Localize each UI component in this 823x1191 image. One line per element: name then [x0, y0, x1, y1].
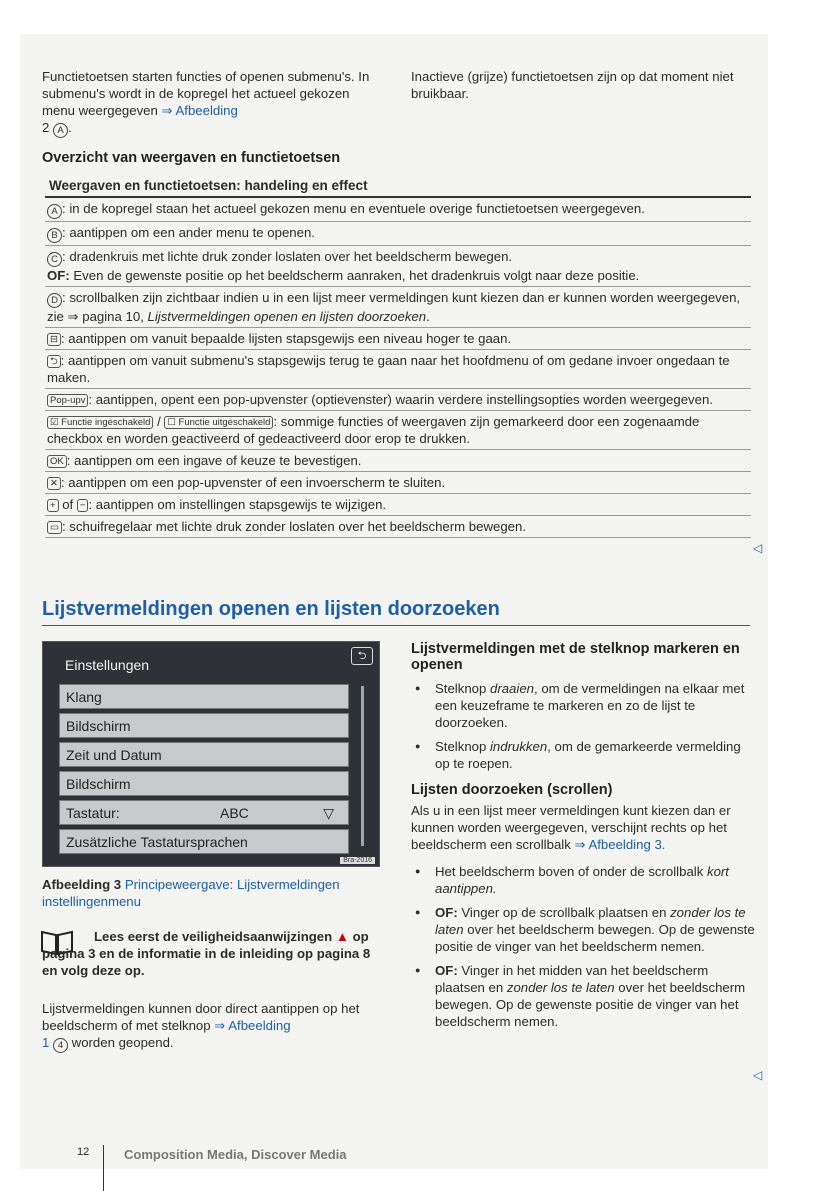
dropdown-icon: ▽: [323, 805, 334, 821]
intro-right: Inactieve (grijze) functietoetsen zijn op dat moment niet bruikbaar.: [411, 69, 734, 101]
level-up-icon: ⊟: [47, 333, 61, 346]
table-row: ☑ Functie ingeschakeld / ☐ Functie uitgeschakeld : sommige functies of weergaven zijn gemarkeerd door een zogenaamde checkbox en worden geactiveerd of gedeactiveerd door erop te drukken.: [45, 411, 751, 450]
functions-table: [45, 178, 751, 538]
table-row: ⊟ : aantippen om vanuit bepaalde lijsten stapsgewijs een niveau hoger te gaan.: [45, 328, 751, 350]
intro-left: Functietoetsen starten functies of openen submenu's. In submenu's wordt in de kopregel het actueel gekozen menu weergegeven ⇒ Afbeelding 2 A .: [42, 69, 370, 136]
footer-title: Composition Media, Discover Media: [124, 1147, 347, 1162]
subheading-mark: Lijstvermeldingen met de stelknop markeren en openen: [411, 641, 740, 673]
list-item: Bildschirm: [59, 771, 349, 796]
close-icon: ✕: [47, 477, 61, 490]
table-row: ▭ : schuifregelaar met lichte druk zonder loslaten over het beeldscherm bewegen.: [45, 516, 751, 538]
table-row: A : in de kopregel staan het actueel gekozen menu en eventuele overige functietoetsen weergegeven.: [45, 198, 751, 222]
list-item: ● OF: Vinger in het midden van het beeldscherm plaatsen en zonder los te laten over het beeldscherm bewegen. Op de gewenste positie de vinger van het beeldscherm nemen.: [411, 962, 756, 1030]
scroll-text: Als u in een lijst meer vermeldingen kunt kiezen dan er kunnen worden weergegeven, verschijnt rechts op het beeldscherm een scrollbalk ⇒ Afbeelding 3.: [411, 803, 731, 852]
continue-arrow-icon: ◁: [753, 1068, 763, 1082]
table-row: OK : aantippen om een ingave of keuze te bevestigen.: [45, 450, 751, 472]
list-item: ● Stelknop indrukken, om de gemarkeerde vermelding op te roepen.: [411, 738, 756, 772]
minus-icon: −: [77, 499, 89, 512]
screen-title: Einstellungen: [65, 657, 150, 673]
continue-arrow-icon: ◁: [753, 541, 763, 555]
warning-icon: ▲: [335, 929, 349, 944]
lists-intro: Lijstvermeldingen kunnen door direct aantippen op het beeldscherm of met stelknop ⇒ Afbeelding 1 4 worden geopend.: [42, 1001, 360, 1051]
subheading-scroll: Lijsten doorzoeken (scrollen): [411, 782, 613, 798]
table-row: ✕ : aantippen om een pop-upvenster of een invoerscherm te sluiten.: [45, 472, 751, 494]
heading-rule: [42, 625, 750, 626]
list-item: Tastatur: ABC ▽: [59, 800, 349, 825]
table-row: C : dradenkruis met lichte druk zonder loslaten over het beeldscherm bewegen. OF: Even de gewenste positie op het beeldscherm aanraken, het dradenkruis volgt naar deze positie.: [45, 246, 751, 287]
list-item: ● Het beeldscherm boven of onder de scrollbalk kort aantippen.: [411, 863, 756, 897]
footer-divider: [103, 1145, 104, 1191]
list-item: Zeit und Datum: [59, 742, 349, 767]
scrollbar: [361, 686, 364, 846]
table-row: B : aantippen om een ander menu te openen.: [45, 222, 751, 246]
table-row: ⮌ : aantippen om vanuit submenu's stapsgewijs terug te gaan naar het hoofdmenu of om gedane invoer ongedaan te maken.: [45, 350, 751, 389]
slider-icon: ▭: [47, 521, 62, 534]
table-row: D : scrollbalken zijn zichtbaar indien u in een lijst meer vermeldingen kunt kiezen dan er kunnen worden weergegeven, zie ⇒ pagina 10, Lijstvermeldingen openen en lijsten doorzoeken.: [45, 287, 751, 328]
list-item: ● Stelknop draaien, om de vermeldingen na elkaar met een keuzeframe te markeren en zo de lijst te doorzoeken.: [411, 680, 756, 731]
table-header: Weergaven en functietoetsen: handeling en effect: [45, 178, 751, 198]
list-item: Klang: [59, 684, 349, 709]
figure-caption: Afbeelding 3 Principeweergave: Lijstvermeldingen instellingenmenu: [42, 877, 340, 909]
right-column: [411, 641, 756, 1030]
page-number: 12: [77, 1146, 90, 1158]
list-item: Bildschirm: [59, 713, 349, 738]
figure-3-screenshot: [42, 641, 380, 867]
safety-note: Lees eerst de veiligheidsaanwijzingen ▲ op pagina 3 en de informatie in de inleiding op pagina 8 en volg deze op.: [42, 929, 371, 978]
table-row: + of − : aantippen om instellingen stapsgewijs te wijzigen.: [45, 494, 751, 516]
table-row: Pop-upv : aantippen, opent een pop-upvenster (optievenster) waarin verdere instellingsopties worden weergegeven.: [45, 389, 751, 411]
plus-icon: +: [47, 499, 59, 512]
list-item: Zusätzliche Tastatursprachen: [59, 829, 349, 854]
section-heading-lists: Lijstvermeldingen openen en lijsten doorzoeken: [42, 598, 500, 620]
back-icon: ⮌: [351, 647, 373, 665]
list-item: ● OF: Vinger op de scrollbalk plaatsen en zonder los te laten over het beeldscherm bewegen. Op de gewenste positie de vinger van het beeldscherm nemen.: [411, 904, 756, 955]
section-heading-overview: Overzicht van weergaven en functietoetsen: [42, 150, 341, 166]
back-icon: ⮌: [47, 355, 61, 368]
figure-code: Bra-2016: [340, 857, 375, 864]
